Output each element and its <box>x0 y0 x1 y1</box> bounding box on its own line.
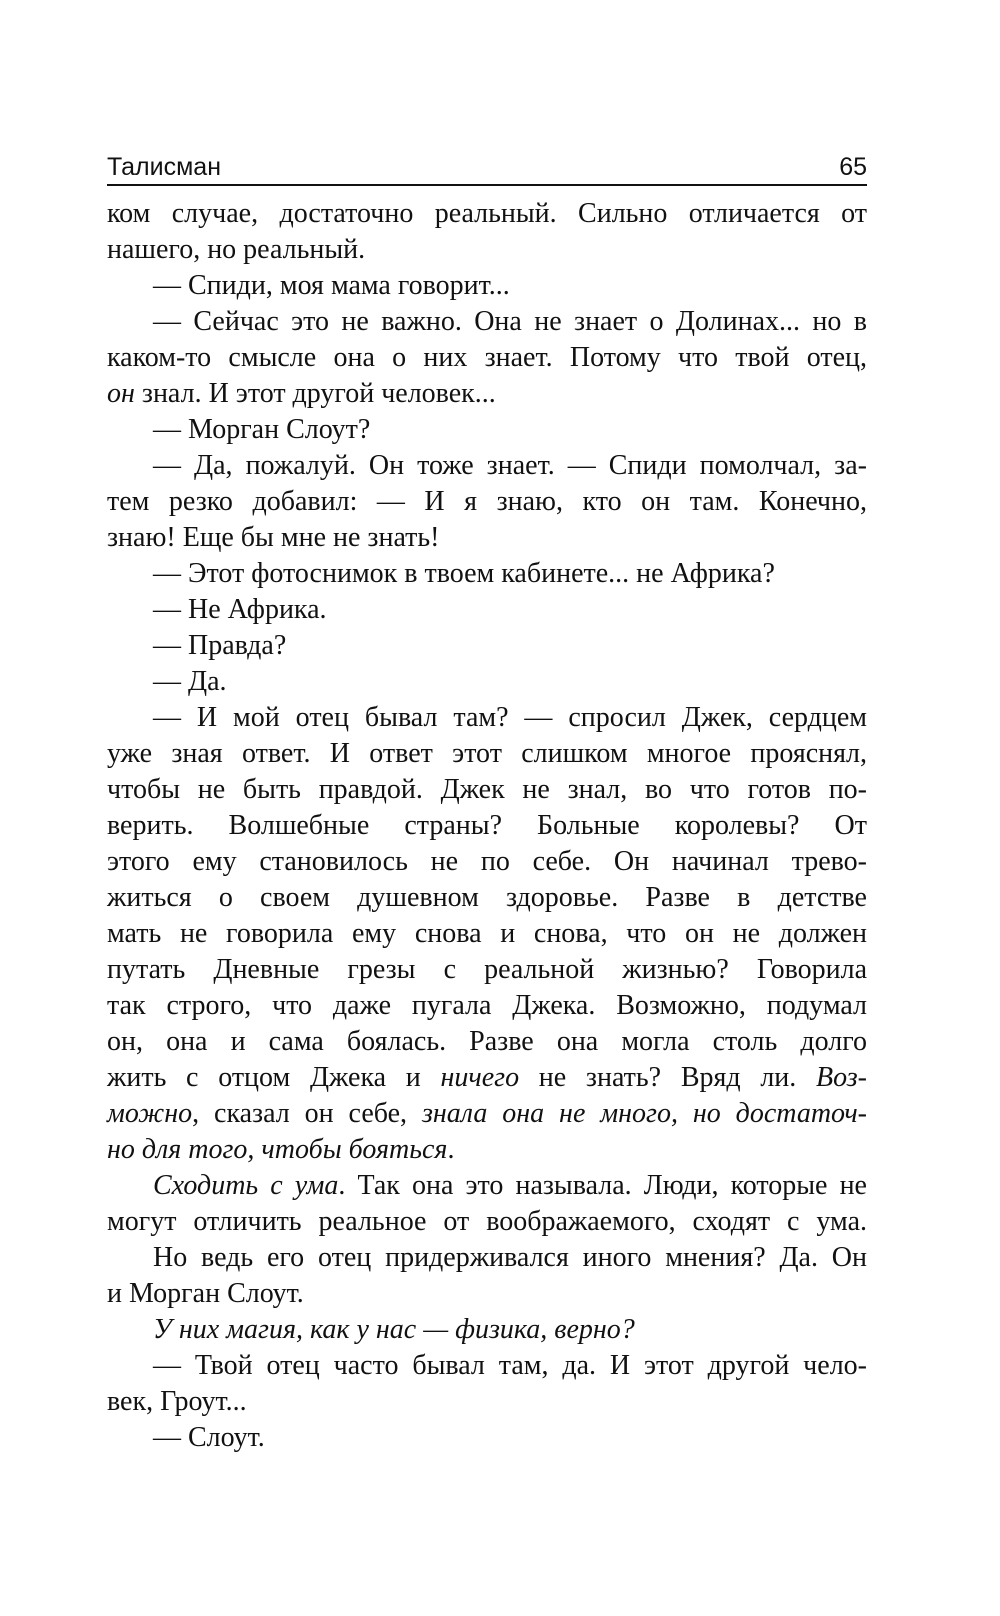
running-title: Талисман <box>107 153 222 181</box>
text-line <box>107 952 867 988</box>
text-line <box>107 844 867 880</box>
text-segment: — Твой отец часто бывал там, да. И этот другой чело- <box>153 1350 867 1381</box>
running-header <box>107 150 867 186</box>
italic-text: Сходить с ума <box>153 1170 339 1201</box>
text-line <box>107 1060 867 1096</box>
text-line <box>107 1204 867 1240</box>
text-segment: знаю! Еще бы мне не знать! <box>107 522 440 553</box>
text-line <box>107 340 867 376</box>
text-line <box>107 448 867 484</box>
text-segment: так строго, что даже пугала Джека. Возможно, подумал <box>107 990 867 1021</box>
text-line <box>107 556 867 592</box>
text-segment: чтобы не быть правдой. Джек не знал, во что готов по- <box>107 774 867 805</box>
text-line <box>107 196 867 232</box>
text-segment: век, Гроут... <box>107 1386 247 1417</box>
italic-text: знала она не много, но достаточ- <box>421 1098 868 1129</box>
text-line <box>107 1420 867 1456</box>
text-segment: уже зная ответ. И ответ этот слишком многое прояснял, <box>107 738 867 769</box>
text-segment: мать не говорила ему снова и снова, что он не должен <box>107 918 867 949</box>
text-segment: — Да. <box>153 666 227 697</box>
text-segment: Но ведь его отец придерживался иного мнения? Да. Он <box>153 1242 867 1273</box>
italic-text: но для того, чтобы бояться <box>107 1134 448 1165</box>
text-segment: путать Дневные грезы с реальной жизнью? Говорила <box>107 954 867 985</box>
text-line <box>107 1384 867 1420</box>
text-line <box>107 592 867 628</box>
text-line <box>107 1276 867 1312</box>
italic-text: У них магия, как у нас — физика, верно? <box>153 1314 635 1345</box>
text-segment: он, она и сама боялась. Разве она могла столь долго <box>107 1026 867 1057</box>
text-segment: верить. Волшебные страны? Больные королевы? От <box>107 810 867 841</box>
text-line <box>107 1096 867 1132</box>
text-segment: нашего, но реальный. <box>107 234 366 265</box>
text-segment: тем резко добавил: — И я знаю, кто он там. Конечно, <box>107 486 867 517</box>
text-line <box>107 268 867 304</box>
text-line <box>107 700 867 736</box>
text-line <box>107 376 867 412</box>
text-line <box>107 520 867 556</box>
text-segment: могут отличить реальное от воображаемого, сходят с ума. <box>107 1206 867 1237</box>
italic-text: он <box>107 378 135 409</box>
page-number: 65 <box>839 153 867 181</box>
text-segment: , сказал он себе, <box>192 1098 422 1129</box>
italic-text: Воз- <box>816 1062 867 1093</box>
text-segment: — Морган Слоут? <box>153 414 371 445</box>
text-segment: — Правда? <box>153 630 287 661</box>
text-segment: житься о своем душевном здоровье. Разве в детстве <box>107 882 867 913</box>
text-segment: не знать? Вряд ли. <box>519 1062 817 1093</box>
text-line <box>107 736 867 772</box>
text-line <box>107 1348 867 1384</box>
text-line <box>107 628 867 664</box>
text-segment: каком-то смысле она о них знает. Потому что твой отец, <box>107 342 867 373</box>
text-segment: ком случае, достаточно реальный. Сильно отличается от <box>107 198 867 229</box>
text-segment: — И мой отец бывал там? — спросил Джек, сердцем <box>153 702 867 733</box>
text-segment: . Так она это называла. Люди, которые не <box>338 1170 867 1201</box>
text-line <box>107 484 867 520</box>
italic-text: можно <box>107 1098 193 1129</box>
text-segment: — Сейчас это не важно. Она не знает о Долинах... но в <box>153 306 867 337</box>
text-segment: . <box>447 1134 455 1165</box>
text-line <box>107 304 867 340</box>
text-line <box>107 772 867 808</box>
text-line <box>107 1312 867 1348</box>
body-text <box>107 196 867 1456</box>
text-segment: — Слоут. <box>153 1422 265 1453</box>
text-line <box>107 412 867 448</box>
text-line <box>107 232 867 268</box>
text-line <box>107 664 867 700</box>
text-segment: — Этот фотоснимок в твоем кабинете... не Африка? <box>153 558 775 589</box>
text-segment: — Да, пожалуй. Он тоже знает. — Спиди помолчал, за- <box>153 450 867 481</box>
text-line <box>107 880 867 916</box>
text-segment: этого ему становилось не по себе. Он начинал трево- <box>107 846 867 877</box>
text-line <box>107 1132 867 1168</box>
text-line <box>107 916 867 952</box>
text-line <box>107 988 867 1024</box>
text-segment: — Не Африка. <box>153 594 327 625</box>
text-segment: — Спиди, моя мама говорит... <box>153 270 510 301</box>
text-segment: и Морган Слоут. <box>107 1278 304 1309</box>
italic-text: ничего <box>440 1062 520 1093</box>
text-segment: жить с отцом Джека и <box>107 1062 441 1093</box>
text-line <box>107 808 867 844</box>
text-line <box>107 1240 867 1276</box>
text-line <box>107 1024 867 1060</box>
text-segment: знал. И этот другой человек... <box>134 378 496 409</box>
text-line <box>107 1168 867 1204</box>
